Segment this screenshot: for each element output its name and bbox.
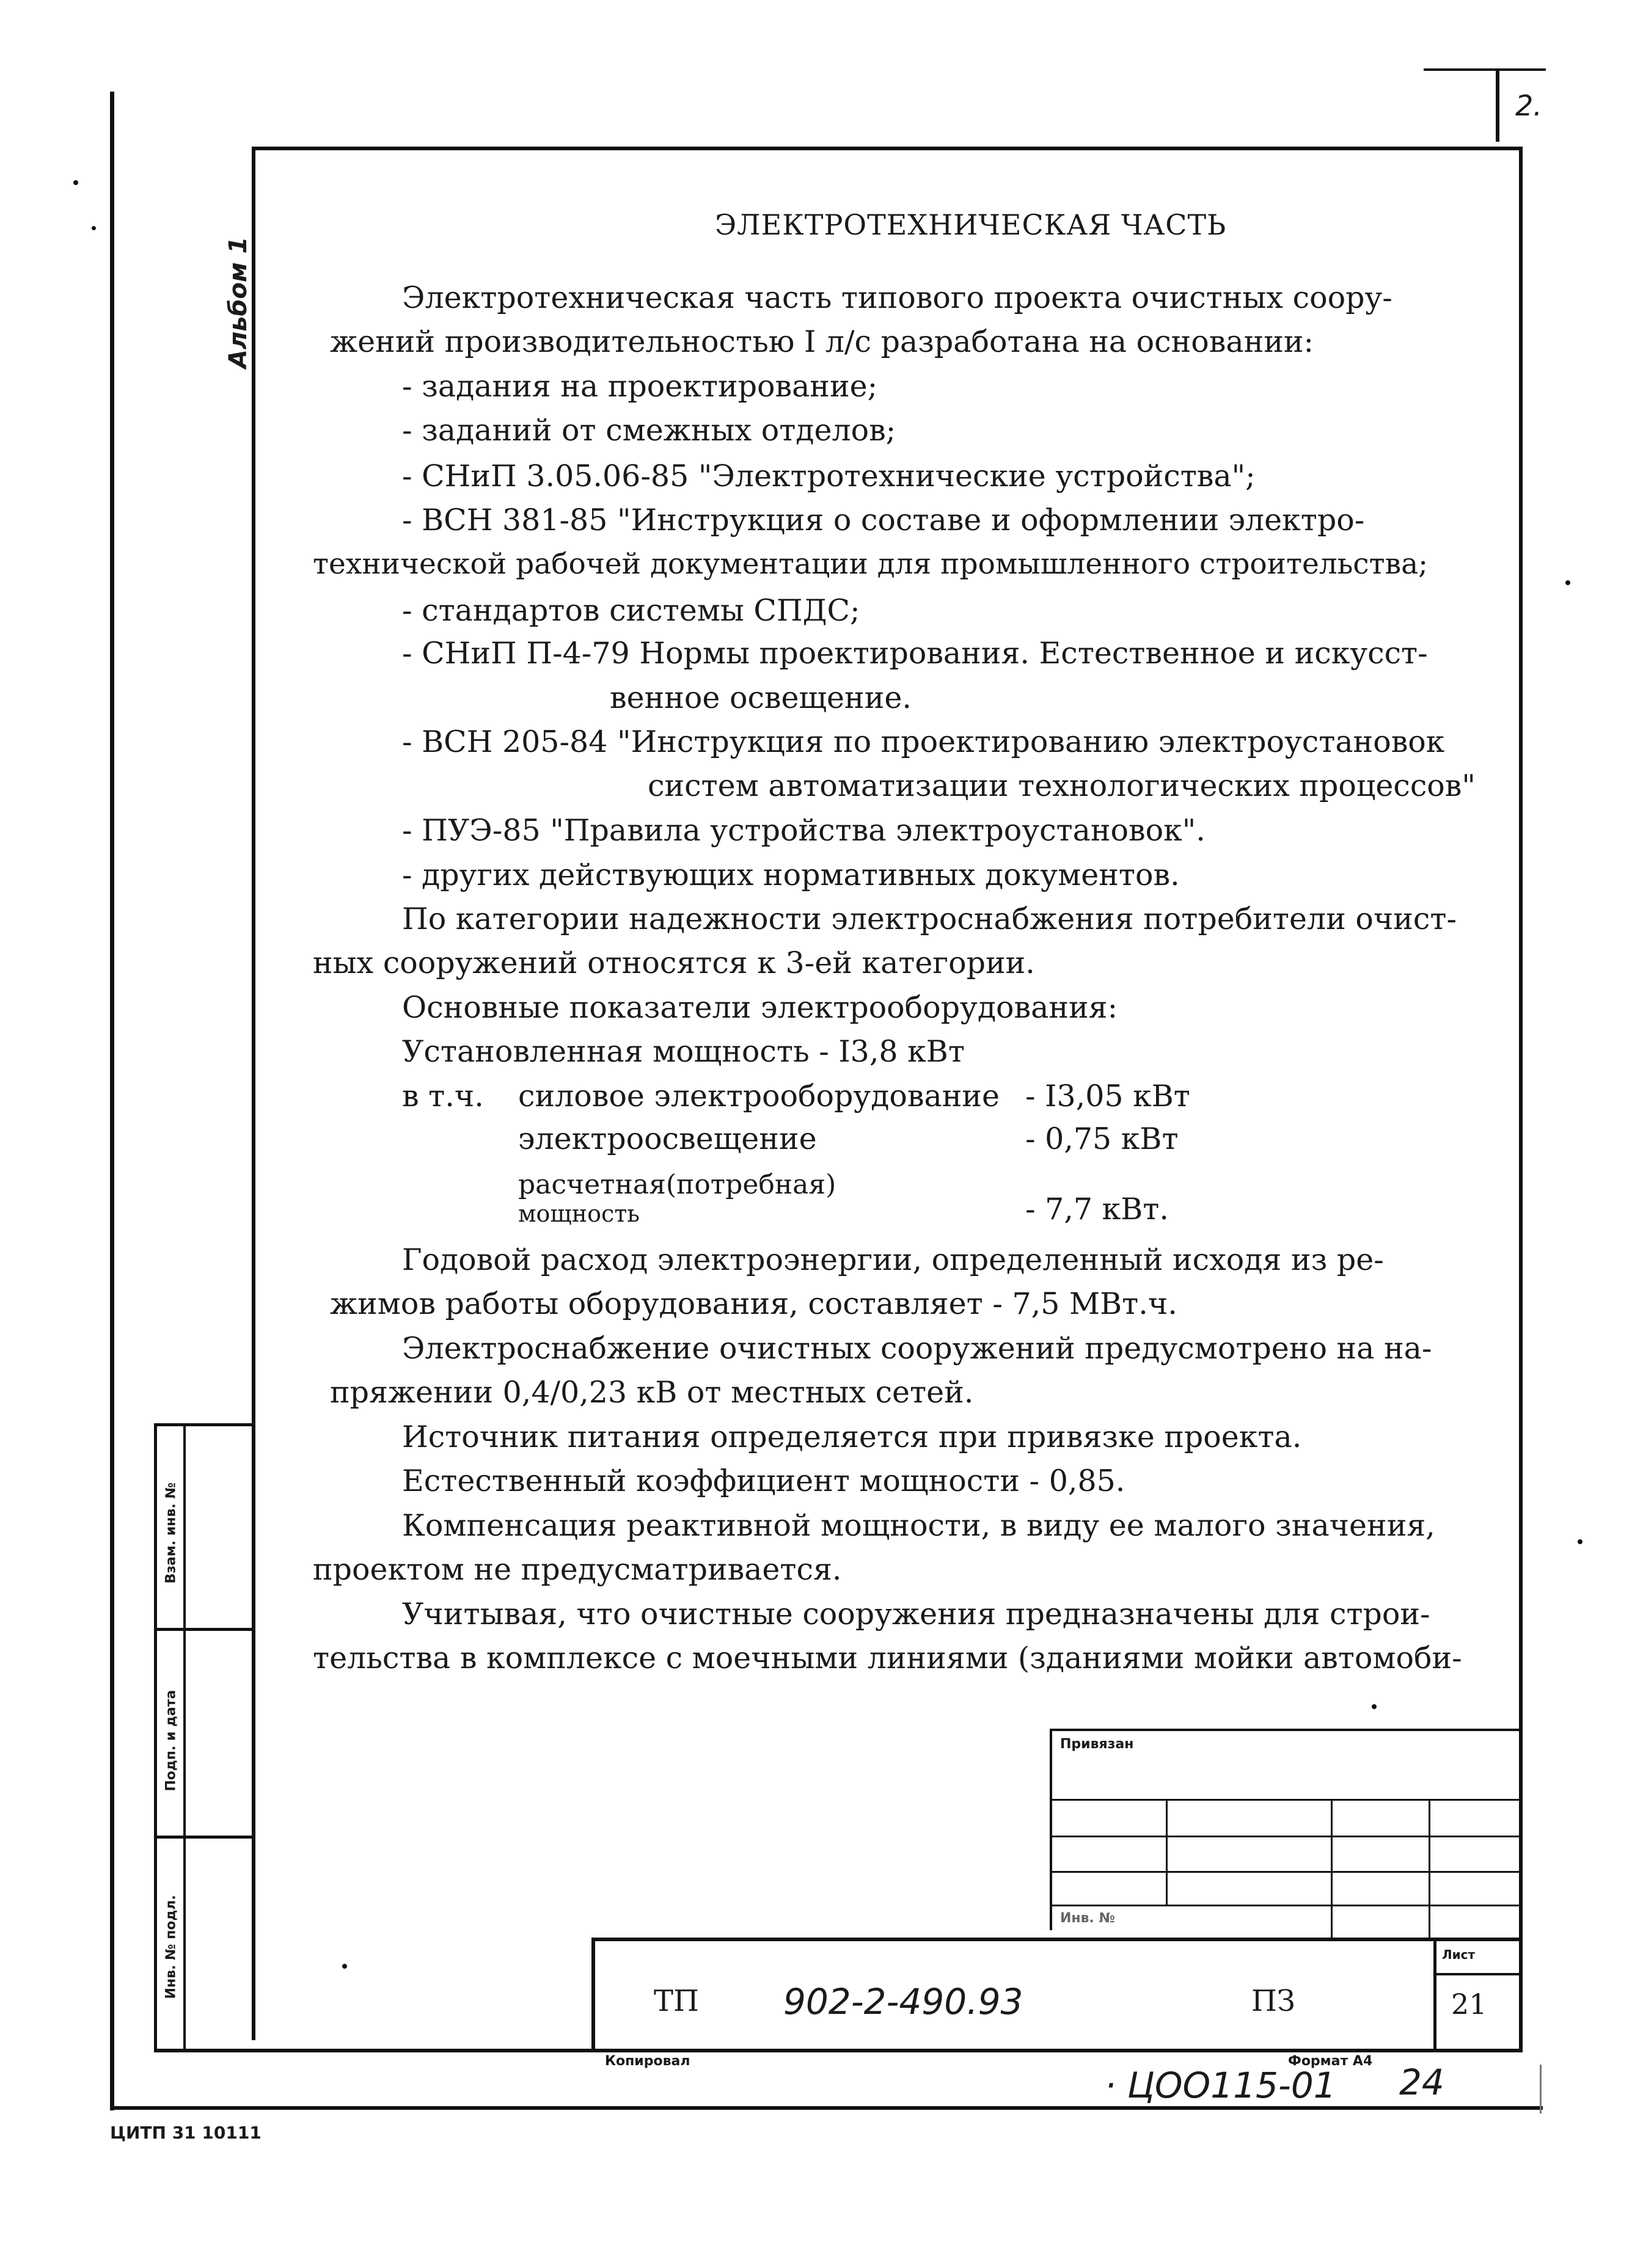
basis-item-4-line-2: технической рабочей документации для промышленного строительства; <box>313 547 1428 581</box>
basis-item-9: - других действующих нормативных документов. <box>402 858 1180 892</box>
stamp-inv-no: Инв. № <box>1060 1911 1116 1926</box>
inner-frame-bottom <box>154 2049 1523 2052</box>
stamp-sheet: 21 <box>1451 1988 1487 2021</box>
stamp-grid-h2 <box>1050 1836 1520 1837</box>
side-stamp-divider <box>183 1423 186 2052</box>
annual-consumption-line-1: Годовой расход электроэнергии, определенный исходя из ре- <box>402 1242 1384 1277</box>
supply-line-2: пряжении 0,4/0,23 кВ от местных сетей. <box>330 1375 974 1410</box>
reliability-line-1: По категории надежности электроснабжения потребители очист- <box>402 902 1457 936</box>
stamp-grid-v1 <box>1166 1799 1168 1906</box>
lighting-label: электроосвещение <box>518 1121 817 1156</box>
outer-frame-bottom <box>110 2106 1543 2110</box>
stamp-grid-h1 <box>1050 1799 1520 1801</box>
right-dotted-edge <box>1540 2065 1542 2113</box>
annual-consumption-line-2: жимов работы оборудования, составляет - 7,5 МВт.ч. <box>330 1286 1177 1321</box>
basis-item-3: - СНиП 3.05.06-85 "Электротехнические устройства"; <box>402 459 1256 494</box>
inner-frame-left <box>252 147 255 2040</box>
basis-item-5: - стандартов системы СПДС; <box>402 593 860 628</box>
side-stamp-left <box>154 1423 157 2052</box>
considering-line-1: Учитывая, что очистные сооружения предназначены для строи- <box>402 1597 1430 1632</box>
stamp-grid-v3 <box>1429 1799 1430 1939</box>
stamp-doc: ПЗ <box>1251 1984 1295 2018</box>
compensation-line-1: Компенсация реактивной мощности, в виду ее малого значения, <box>402 1508 1435 1543</box>
page-number: 2. <box>1515 89 1542 122</box>
basis-item-1: - задания на проектирование; <box>402 369 878 404</box>
stamp-copied: Копировал <box>605 2054 690 2069</box>
power-equipment-value: - I3,05 кВт <box>1025 1079 1190 1114</box>
speck <box>1372 1704 1377 1709</box>
side-stamp-vzam: Взам. инв. № <box>163 1482 179 1584</box>
reliability-line-2: ных сооружений относятся к 3-ей категории. <box>313 946 1035 980</box>
side-stamp-row-2 <box>154 1836 255 1839</box>
intro-line-2: жений производительностью I л/с разработана на основании: <box>330 324 1314 359</box>
basis-item-4-line-1: - ВСН 381-85 "Инструкция о составе и оформлении электро- <box>402 503 1365 538</box>
side-stamp-top <box>154 1423 255 1426</box>
calculated-power-value: - 7,7 кВт. <box>1025 1192 1169 1227</box>
basis-item-6-line-2: венное освещение. <box>610 680 912 715</box>
installed-power: Установленная мощность - I3,8 кВт <box>402 1034 965 1069</box>
album-label: Альбом 1 <box>224 236 252 368</box>
calculated-power-label-2: мощность <box>518 1200 640 1227</box>
side-stamp-podp: Подп. и дата <box>163 1690 179 1792</box>
intro-line-1: Электротехническая часть типового проекта очистных соору- <box>402 280 1392 315</box>
archive-sheet: 24 <box>1399 2062 1444 2103</box>
calculated-power-label-1: расчетная(потребная) <box>518 1169 836 1200</box>
stamp-grid-top <box>1050 1729 1520 1731</box>
indicators-heading: Основные показатели электрооборудования: <box>402 990 1118 1025</box>
stamp-privyazan: Привязан <box>1060 1737 1134 1752</box>
stamp-format: Формат А4 <box>1288 2054 1373 2069</box>
sheet-box-left <box>1433 1938 1436 2052</box>
sheet-box-divider <box>1433 1973 1522 1975</box>
power-equipment-label: силовое электрооборудование <box>518 1079 1000 1114</box>
lighting-value: - 0,75 кВт <box>1025 1121 1179 1156</box>
speck <box>1565 580 1570 585</box>
basis-item-6-line-1: - СНиП П-4-79 Нормы проектирования. Естественное и искусст- <box>402 636 1428 671</box>
incl-prefix: в т.ч. <box>402 1079 484 1114</box>
page-box-left <box>1496 68 1499 142</box>
inner-frame-top <box>252 147 1523 150</box>
stamp-list-label: Лист <box>1442 1947 1476 1962</box>
supply-line-1: Электроснабжение очистных сооружений предусмотрено на на- <box>402 1331 1432 1366</box>
compensation-line-2: проектом не предусматривается. <box>313 1552 842 1587</box>
stamp-code: 902-2-490.93 <box>783 1981 1023 2022</box>
stamp-grid-h3 <box>1050 1871 1520 1873</box>
inner-frame-right <box>1519 147 1523 2052</box>
bottom-mark: ЦИТП 31 10111 <box>110 2123 262 2143</box>
speck <box>1578 1539 1583 1544</box>
basis-item-7-line-1: - ВСН 205-84 "Инструкция по проектированию электроустановок <box>402 724 1445 759</box>
basis-item-2: - заданий от смежных отделов; <box>402 413 896 448</box>
basis-item-8: - ПУЭ-85 "Правила устройства электроустановок". <box>402 813 1206 848</box>
page-title: ЭЛЕКТРОТЕХНИЧЕСКАЯ ЧАСТЬ <box>715 208 1227 241</box>
outer-frame-left <box>110 92 114 2110</box>
stamp-grid-v2 <box>1331 1799 1333 1939</box>
title-block-top <box>591 1938 1520 1941</box>
considering-line-2: тельства в комплексе с моечными линиями (зданиями мойки автомоби- <box>313 1641 1462 1675</box>
speck <box>342 1964 347 1969</box>
stamp-grid-h4 <box>1050 1905 1520 1906</box>
side-stamp-row-1 <box>154 1628 255 1631</box>
archive-number: · ЦОО115-01 <box>1105 2065 1336 2106</box>
outer-frame-top <box>1424 68 1546 71</box>
stamp-tp: ТП <box>654 1984 699 2018</box>
side-stamp-inv: Инв. № подл. <box>163 1895 179 1999</box>
basis-item-7-line-2: систем автоматизации технологических процессов" <box>648 768 1476 803</box>
source-line: Источник питания определяется при привязке проекта. <box>402 1420 1302 1454</box>
stamp-grid-left <box>1050 1729 1052 1930</box>
title-block-left <box>591 1938 595 2052</box>
speck <box>92 226 96 230</box>
speck <box>73 180 78 185</box>
power-factor-line: Естественный коэффициент мощности - 0,85. <box>402 1464 1125 1498</box>
